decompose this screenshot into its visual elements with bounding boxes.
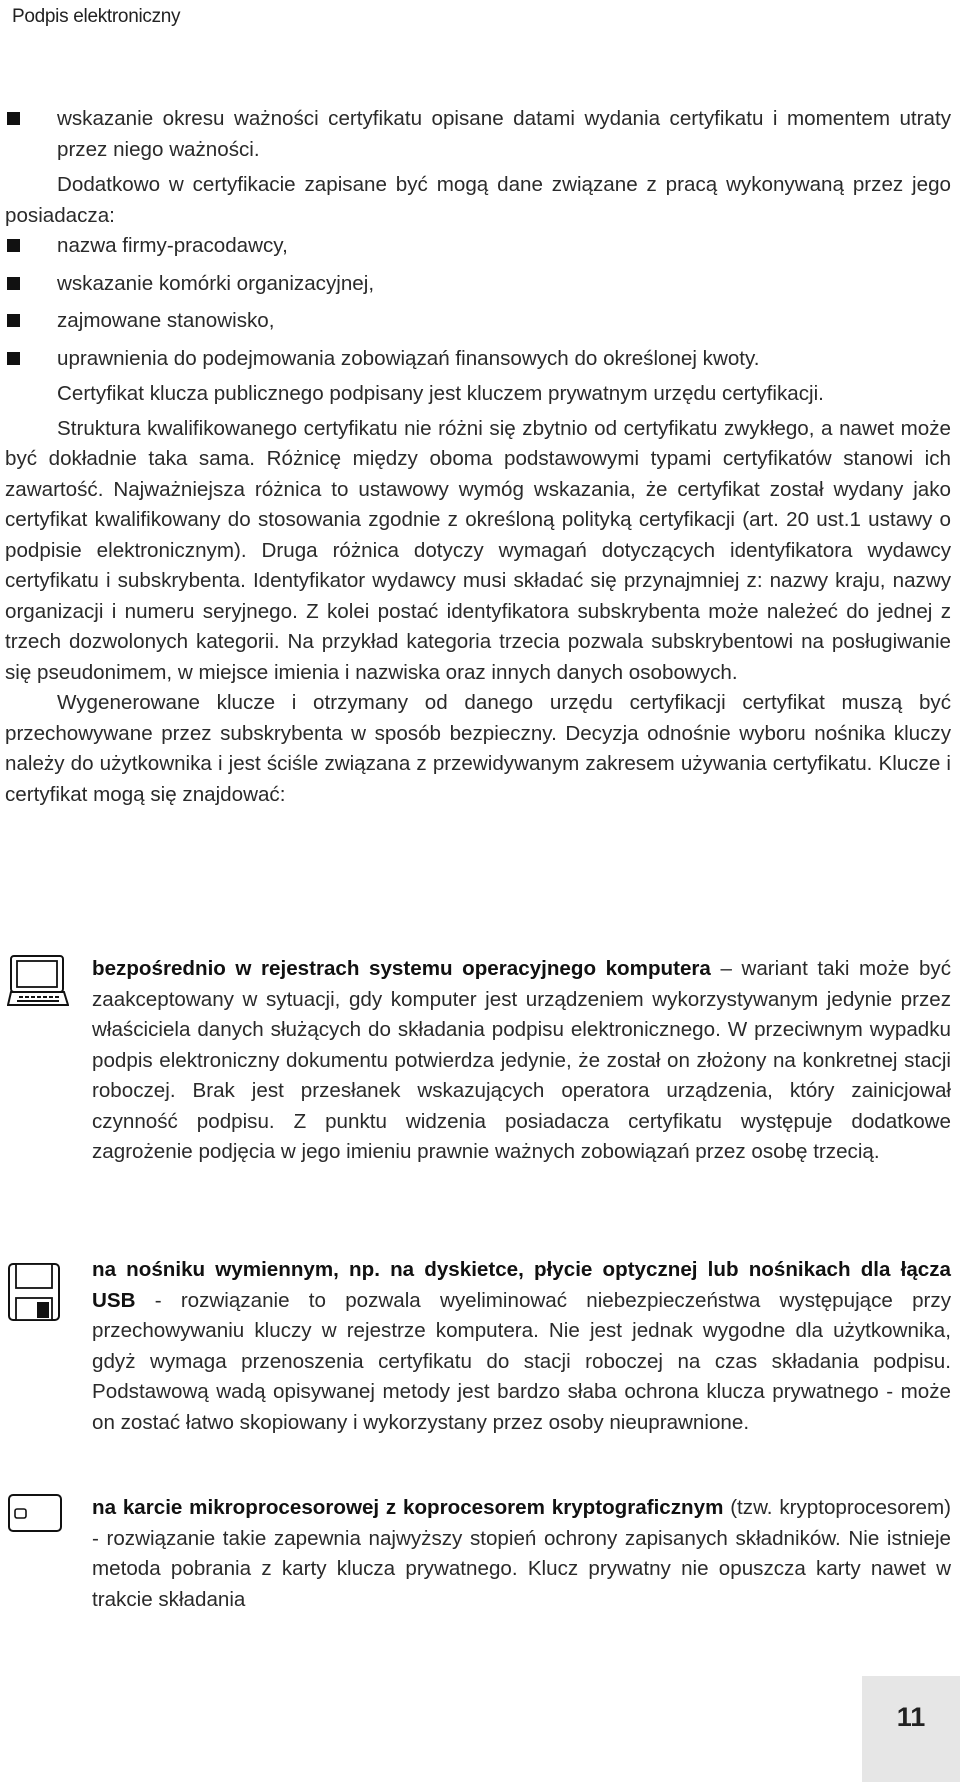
- main-text: [5, 104, 951, 810]
- bullet-financial-authority: uprawnienia do podejmowania zobowiązań finansowych do określonej kwoty.: [5, 344, 951, 375]
- running-header: Podpis elektroniczny: [12, 6, 181, 27]
- storage-option-computer-text: – wariant taki może być zaakceptowany w sytuacji, gdy komputer jest urządzeniem wykorzystywanym jedynie przez właściciela danych służących do składania podpisu elektronicznego. W przeciwnym wypadku podpis elektroniczny dokumentu potwierdza jedynie, że został on złożony na konkretnej stacji roboczej. Brak jest przesłanek wskazujących operatora urządzenia, który zainicjował czynność podpisu. Z punktu widzenia posiadacza certyfikatu występuje dodatkowe zagrożenie podjęcia w jego imieniu prawnie ważnych zobowiązań przez osobę trzecią.: [92, 957, 951, 1163]
- storage-option-computer-title: bezpośrednio w rejestrach systemu operacyjnego komputera: [92, 957, 711, 980]
- storage-option-removable-text: - rozwiązanie to pozwala wyeliminować niebezpieczeństwa występujące przy przechowywaniu kluczy w rejestrze komputera. Nie jest jednak wygodne dla użytkownika, gdyż wymaga przenoszenia certyfikatu do stacji roboczej na czas składania podpisu. Podstawową wadą opisywanej metody jest bardzo słaba ochrona klucza prywatnego - może on zostać łatwo skopiowany i wykorzystany przez osoby nieuprawnione.: [92, 1288, 951, 1434]
- bullet-position: zajmowane stanowisko,: [5, 306, 951, 337]
- smart-card-icon: [7, 1493, 63, 1533]
- bullet-validity: wskazanie okresu ważności certyfikatu opisane datami wydania certyfikatu i momentem utraty przez niego ważności.: [5, 104, 951, 165]
- paragraph-qualified-structure: Struktura kwalifikowanego certyfikatu nie różni się zbytnio od certyfikatu zwykłego, a nawet może być dokładnie taka sama. Różnicę między oboma podstawowymi typami certyfikatów stanowi ich zawartość. Najważniejsza różnica to ustawowy wymóg wskazania, że certyfikat został wydany jako certyfikat kwalifikowany do stosowania zgodnie z określoną polityką certyfikacji (art. 20 ust.1 ustawy o podpisie elektronicznym). Druga różnica dotyczy wymagań dotyczących identyfikatora wydawcy certyfikatu i subskrybenta. Identyfikator wydawcy musi składać się przynajmniej z: nazwy kraju, nazwy organizacji i numeru seryjnego. Z kolei postać identyfikatora subskrybenta może należeć do jednej z trzech dozwolonych kategorii. Na przykład kategoria trzecia pozwala subskrybentowi na posługiwanie się pseudonimem, w miejsce imienia i nazwiska oraz innych danych osobowych.: [5, 416, 951, 684]
- paragraph-additional-data: Dodatkowo w certyfikacie zapisane być mogą dane związane z pracą wykonywaną przez jego posiadacza:: [5, 173, 951, 227]
- storage-option-smartcard: [92, 1493, 951, 1615]
- computer-icon: [7, 955, 69, 1007]
- storage-option-smartcard-title: na karcie mikroprocesorowej z koprocesorem kryptograficznym: [92, 1496, 724, 1519]
- storage-option-computer: [92, 954, 951, 1168]
- floppy-disk-icon: [7, 1262, 61, 1322]
- storage-option-removable: [92, 1255, 951, 1438]
- storage-option-smartcard-text: (tzw. kryptoprocesorem) - rozwiązanie takie zapewnia najwyższy stopień ochrony zapisanych składników. Nie istnieje metoda pobrania z karty klucza prywatnego. Klucz prywatny nie opuszcza karty nawet w trakcie składania: [92, 1496, 951, 1611]
- storage-option-removable-title: na nośniku wymiennym, np. na dyskietce, płycie optycznej lub nośnikach dla łącza USB: [92, 1258, 951, 1312]
- paragraph-key-storage: Wygenerowane klucze i otrzymany od danego urzędu certyfikacji certyfikat muszą być przechowywane przez subskrybenta w sposób bezpieczny. Decyzja odnośnie wyboru nośnika kluczy należy do użytkownika i jest ściśle związana z przewidywanym zakresem używania certyfikatu. Klucze i certyfikat mogą się znajdować:: [5, 691, 951, 806]
- paragraph-signed-certificate: Certyfikat klucza publicznego podpisany jest kluczem prywatnym urzędu certyfikacji.: [57, 382, 824, 405]
- page-number: 11: [896, 1702, 926, 1732]
- bullet-org-unit: wskazanie komórki organizacyjnej,: [5, 269, 951, 300]
- page-number-box: [862, 1676, 960, 1782]
- bullet-company-name: nazwa firmy-pracodawcy,: [5, 231, 951, 262]
